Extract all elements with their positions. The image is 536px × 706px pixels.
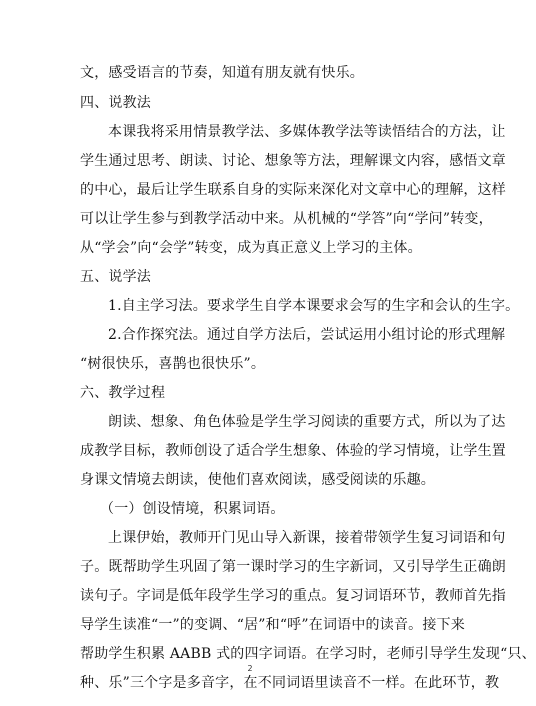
paragraph-line: 可以让学生参与到教学活动中来。从机械的“学答”向“学问”转变， [80,211,493,227]
section-heading: 五、说学法 [80,269,151,285]
paragraph-line: 种、乐”三个字是多音字，在不同词语里读音不一样。在此环节，教 [80,675,500,691]
paragraph-line: 子。既帮助学生巩固了第一课时学习的生字新词，又引导学生正确朗 [80,559,506,575]
paragraph-line: “树很快乐，喜鹊也很快乐”。 [80,356,266,372]
paragraph-line: 学生通过思考、朗读、讨论、想象等方法，理解课文内容，感悟文章 [80,153,506,169]
paragraph-line: 从“学会”向“会学”转变，成为真正意义上学习的主体。 [80,240,422,256]
paragraph-line: 帮助学生积累 AABB 式的四字词语。在学习时，老师引导学生发现“只、 [80,646,536,662]
section-heading: 四、说教法 [80,95,151,111]
paragraph-line: 文，感受语言的节奏，知道有朋友就有快乐。 [80,65,364,81]
paragraph-line: 上课伊始，教师开门见山导入新课，接着带领学生复习词语和句 [108,530,506,546]
paragraph-line: 成教学目标，教师创设了适合学生想象、体验的学习情境，让学生置 [80,443,506,459]
paragraph-line: 读句子。字词是低年段学生学习的重点。复习词语环节，教师首先指 [80,588,506,604]
paragraph-line: 1.自主学习法。要求学生自学本课要求会写的生字和会认的生字。 [108,298,520,314]
paragraph-line: 朗读、想象、角色体验是学生学习阅读的重要方式，所以为了达 [108,414,506,430]
subsection-heading: （一）创设情境，积累词语。 [100,501,285,517]
paragraph-line: 的中心，最后让学生联系自身的实际来深化对文章中心的理解，这样 [80,182,506,198]
paragraph-line: 本课我将采用情景教学法、多媒体教学法等读悟结合的方法，让 [108,124,506,140]
section-heading: 六、教学过程 [80,385,166,401]
paragraph-line: 身课文情境去朗读，使他们喜欢阅读，感受阅读的乐趣。 [80,472,435,488]
page-number: 2 [247,664,253,673]
paragraph-line: 导学生读准“一”的变调、“居”和“呼”在词语中的读音。接下来 [80,617,465,633]
paragraph-line: 2.合作探究法。通过自学方法后，尝试运用小组讨论的形式理解 [108,327,506,343]
